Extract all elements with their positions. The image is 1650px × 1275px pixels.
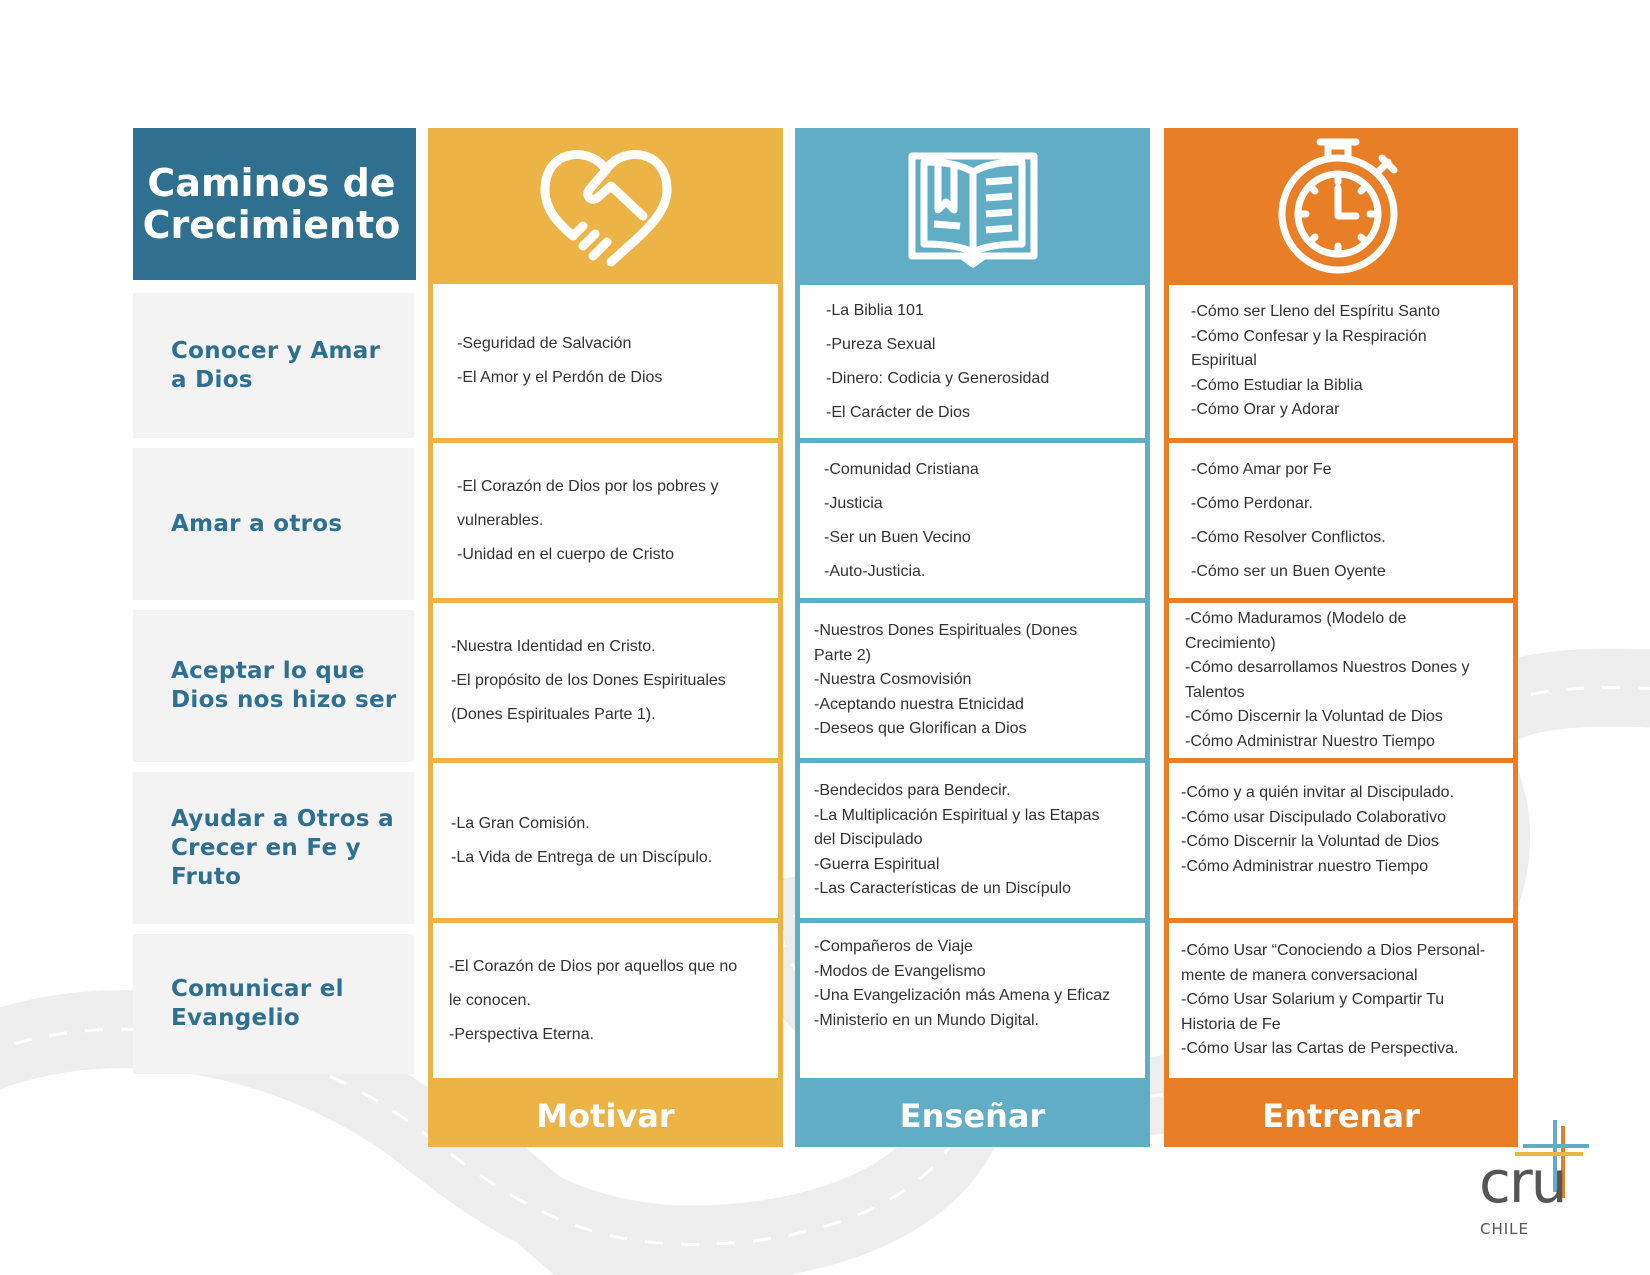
handshake-heart-icon [428, 140, 783, 270]
list-item: -Cómo desarrollamos Nuestros Dones y [1185, 659, 1470, 676]
stopwatch-icon [1164, 140, 1518, 270]
list-item: le conocen. [449, 991, 531, 1009]
list-item: -Cómo Resolver Conflictos. [1191, 528, 1386, 546]
row-label-text: Comunicar el Evangelio [171, 976, 344, 1031]
list-item: -La Vida de Entrega de un Discípulo. [451, 848, 713, 866]
cell-entrenar-4 [1169, 763, 1513, 918]
list-item: -Comunidad Cristiana [824, 460, 979, 478]
column-label-entrenar: Entrenar [1262, 1097, 1420, 1135]
list-item: -El Carácter de Dios [826, 403, 971, 421]
list-item: Talentos [1185, 683, 1245, 701]
list-item: Crecimiento) [1185, 634, 1276, 652]
list-item: -Cómo Perdonar. [1191, 494, 1313, 512]
list-item: Parte 2) [814, 646, 871, 664]
column-motivar [428, 128, 783, 1147]
cell-ensenar-4 [800, 763, 1145, 918]
logo-country: CHILE [1480, 1220, 1530, 1238]
list-item: -Modos de Evangelismo [814, 962, 986, 980]
cell-ensenar-5 [800, 923, 1145, 1078]
cell-entrenar-3 [1169, 603, 1513, 758]
list-item: -Cómo Amar por Fe [1191, 460, 1332, 478]
list-item: -Las Características de un Discípulo [814, 880, 1071, 898]
page-title-box [133, 128, 416, 280]
list-item: del Discipulado [814, 831, 923, 849]
list-item: mente de manera conversacional [1181, 966, 1418, 984]
column-ensenar [795, 128, 1150, 1147]
list-item: -Dinero: Codicia y Generosidad [826, 369, 1050, 387]
list-item: -Cómo usar Discipulado Colaborativo [1181, 808, 1447, 826]
list-item: -La Gran Comisión. [451, 814, 590, 832]
list-item: -Ministerio en un Mundo Digital. [814, 1011, 1039, 1029]
list-item: -Pureza Sexual [826, 335, 936, 353]
cell-ensenar-2 [800, 443, 1145, 598]
row-label-conocer [133, 293, 414, 438]
row-label-amar [133, 448, 414, 600]
list-item: -El Corazón de Dios por aquellos que no [449, 957, 738, 975]
row-label-text: Ayudar a Otros a Crecer en Fe y Fruto [171, 805, 394, 890]
row-label-text: Aceptar lo que Dios nos hizo ser [171, 658, 397, 713]
list-item: -Cómo Estudiar la Biblia [1191, 376, 1363, 394]
row-label-comunicar [133, 934, 414, 1074]
open-book-icon [795, 140, 1150, 270]
list-item: -Nuestra Cosmovisión [814, 671, 972, 689]
cru-chile-logo [1475, 1120, 1625, 1240]
list-item: -Cómo Administrar nuestro Tiempo [1181, 857, 1429, 875]
list-item: -Aceptando nuestra Etnicidad [814, 695, 1024, 713]
column-label-ensenar: Enseñar [899, 1097, 1046, 1135]
list-item: -Cómo Confesar y la Respiración [1191, 327, 1427, 345]
list-item: -La Biblia 101 [826, 301, 924, 319]
row-label-ayudar [133, 772, 414, 924]
list-item: -Una Evangelización más Amena y Eficaz [814, 987, 1111, 1004]
list-item: (Dones Espirituales Parte 1). [451, 705, 656, 723]
cell-motivar-1 [433, 284, 778, 438]
column-label-motivar: Motivar [536, 1097, 675, 1135]
list-item: Historia de Fe [1181, 1015, 1281, 1033]
row-label-text: Amar a otros [171, 510, 343, 537]
list-item: Espiritual [1191, 352, 1257, 370]
row-label-aceptar [133, 610, 414, 762]
list-item: -La Multiplicación Espiritual y las Etapas [814, 806, 1100, 824]
list-item: -Justicia [824, 494, 883, 512]
list-item: -Guerra Espiritual [814, 855, 940, 873]
list-item: -Seguridad de Salvación [457, 335, 632, 352]
list-item: -Cómo Administrar Nuestro Tiempo [1185, 732, 1435, 750]
cell-motivar-4 [433, 763, 778, 918]
cell-motivar-5 [433, 923, 778, 1078]
list-item: vulnerables. [457, 511, 544, 529]
list-item: -Cómo Usar Solarium y Compartir Tu [1181, 991, 1445, 1009]
list-item: -Deseos que Glorifican a Dios [814, 720, 1027, 738]
list-item: -Cómo y a quién invitar al Discipulado. [1181, 784, 1455, 801]
column-entrenar [1164, 128, 1518, 1147]
list-item: -Nuestros Dones Espirituales (Dones [814, 622, 1078, 640]
list-item: -Cómo ser un Buen Oyente [1191, 562, 1386, 580]
list-item: -Cómo Maduramos (Modelo de [1185, 610, 1407, 627]
list-item: -El Corazón de Dios por los pobres y [457, 477, 719, 495]
cell-entrenar-1 [1169, 285, 1513, 438]
cell-ensenar-1 [800, 285, 1145, 438]
row-label-text: Conocer y Amar a Dios [171, 337, 381, 393]
list-item: -Cómo ser Lleno del Espíritu Santo [1191, 303, 1441, 321]
list-item: -El propósito de los Dones Espirituales [451, 671, 726, 689]
list-item: -Cómo Discernir la Voluntad de Dios [1181, 833, 1439, 850]
cell-motivar-2 [433, 443, 778, 598]
cell-entrenar-5 [1169, 923, 1513, 1078]
list-item: -Auto-Justicia. [824, 562, 926, 580]
page-title: Caminos de Crecimiento [142, 161, 401, 247]
list-item: -Cómo Usar “Conociendo a Dios Personal- [1181, 942, 1486, 960]
logo-wordmark: cru [1479, 1148, 1566, 1216]
list-item: -El Amor y el Perdón de Dios [457, 369, 663, 386]
list-item: -Compañeros de Viaje [814, 938, 973, 955]
list-item: -Cómo Orar y Adorar [1191, 401, 1340, 419]
list-item: -Perspectiva Eterna. [449, 1025, 594, 1043]
list-item: -Cómo Usar las Cartas de Perspectiva. [1181, 1040, 1459, 1058]
list-item: -Ser un Buen Vecino [824, 528, 971, 546]
list-item: -Nuestra Identidad en Cristo. [451, 637, 656, 655]
cell-ensenar-3 [800, 603, 1145, 758]
list-item: -Unidad en el cuerpo de Cristo [457, 545, 675, 563]
list-item: -Bendecidos para Bendecir. [814, 782, 1011, 800]
cell-motivar-3 [433, 603, 778, 758]
list-item: -Cómo Discernir la Voluntad de Dios [1185, 708, 1443, 725]
cell-entrenar-2 [1169, 443, 1513, 598]
